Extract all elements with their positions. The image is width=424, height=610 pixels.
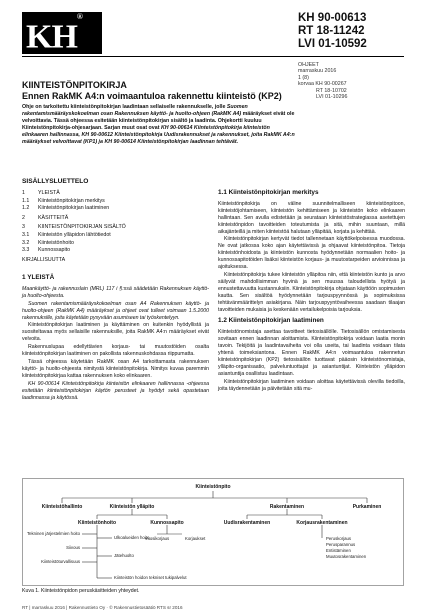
paragraph: Tässä ohjeessa käytetään RakMK osan A4 tarkoittamasta rakennuksen käyttö- ja huolto-ohjeesta nimitystä kiinteistönpitokirja. Nimitys kuvaa paremmin kiinteistönpitokirjaa kattaa rakennuksen koko elinkaaren. <box>22 358 209 379</box>
section-1-2-heading: 1.2 Kiinteistönpitokirjan laatiminen <box>218 317 324 325</box>
paragraph: Kiinteistönpitokirjan kertyvät tiedot tallennetaan käyttökelpoisessa muodossa. Ne ovat jatkossa koko ajan käytettävissä ja ohjaavat kiinteistönpitoa. Tietoja kiinteistönhoidosta ja kiinteistön kunnosta hyödynnetään normaalien hoito- ja kunnossapitotöiden lisäksi kiinteistön korjaus- ja muutostarpeiden arvioinnissa ja ajoituksessa. <box>218 236 405 271</box>
node-item: Peruskorjaus <box>326 536 352 541</box>
intro-text: määräykset eivät ole velvoittavia. Tässä ohjeessa esitetään kiinteistönpitokirjan sisältö ja laadinta. Ohjekortti kuuluu Kiinteistönpitokirja-ohjesarjaan. Sarjan muut osat ovat <box>22 110 295 131</box>
toc-item <box>22 240 192 248</box>
toc-heading: SISÄLLYSLUETTELO <box>22 178 89 185</box>
intro-text: Suomen rakentamismääräyskokoelman osan Rakennuksen käyttö- ja huolto-ohjeen (RakMK A4) <box>22 104 248 117</box>
node-item: Perusparannus <box>326 542 356 547</box>
meta-line: LVI 01-10296 <box>316 94 348 101</box>
node-level2: Uudisrakentaminen <box>223 520 271 526</box>
left-column <box>22 275 209 402</box>
paragraph: Rakennuslupaa edellyttävien korjaus- tai muutostöiden osalta kiinteistönpitokirjan laatiminen on pakollista rakennuskohdassa riippumatta. <box>22 344 209 358</box>
node-level1: Rakentaminen <box>269 504 305 510</box>
paragraph: Maankäyttö- ja rakennuslain (MRL) 117 i §:ssä säädetään Rakennuksen käyttö- ja huolto-ohjeesta. <box>22 285 209 299</box>
node-level2: Kiinteistönhoito <box>77 520 117 526</box>
toc-item <box>22 190 192 198</box>
toc-item <box>22 215 192 223</box>
toc-item-label: Kiinteistönpitokirjan laatiminen <box>38 205 110 212</box>
code-kh: KH 90-00613 <box>298 12 367 24</box>
figure-caption: Kuva 1. Kiinteistönpidon peruskäsitteiden yhteydet. <box>22 588 140 594</box>
toc-item-label: Kiinteistönpitokirjan merkitys <box>38 197 105 204</box>
node-item: Siivous <box>66 545 80 550</box>
node-item: Korjaukset <box>185 536 206 541</box>
toc-item <box>22 247 192 255</box>
node-item: Vuosikorjaus <box>144 536 170 541</box>
toc-item <box>22 257 192 265</box>
toc-item-label: KÄSITTEITÄ <box>38 214 69 221</box>
page-footer: RT | marraskuu 2016 | Rakennustieto Oy · © Rakennustietosäätiö RTS sr 2016 <box>22 605 183 610</box>
toc-item-number: 3.2 <box>22 239 30 246</box>
document-codes <box>298 12 367 51</box>
node-level1: Purkaminen <box>352 504 382 510</box>
node-level2: Korjausrakentaminen <box>296 520 348 526</box>
title-line-2: Ennen RakMK A4:n voimaantuloa rakennettu kiinteistö (KP2) <box>22 90 282 101</box>
right-column <box>218 190 405 393</box>
intro-text: Ohje on tarkoitettu kiinteistönpitokirjan laadintaan sellaiselle rakennukselle, jolle <box>22 104 227 110</box>
node-level1: Kiinteistön ylläpito <box>109 504 155 510</box>
paragraph: Kiinteistönpitokirja tukee kiinteistön ylläpitoa niin, että kiinteistön kunto ja arvo säilyvät mahdollisimman hyvinä ja sen muussa taloudellista hyötyä ja ennustettavuutta kustannuksiin. Kiinteistönpitokirja ohjataan käyttöön sopimusten kautta. Sen sisältöä hyödynnetään tarjouspyynnössä ja sopimuksissa tehtävänmäärittelyn asiakirjana. Näin tarjouspyyntövaiheessa saadaan tilaajan tavoitteiden mukaisia ja keskenään vertailukelpoisia tarjouksia. <box>218 271 405 313</box>
toc-item-number: 1.1 <box>22 197 30 204</box>
toc-item <box>22 224 192 232</box>
document-title <box>22 80 292 101</box>
section-1-1-heading: 1.1 Kiinteistönpitokirjan merkitys <box>218 189 319 196</box>
paragraph: Kiinteistönpitokirjan laatiminen ja käyttäminen on kuitenkin hyödyllistä ja suositeltavaa myös sellaisille rakennuksille, joita RakMK A4:n määräykset eivät velvoita. <box>22 322 209 343</box>
paragraph: KH 90-00614 Kiinteistönpitokirja kiinteistön elinkaaren hallinnassa -ohjeessa esitetään kiinteistönpitokirjan käytön perusteet ja hyödyt sekä opastetaan laadinnassa ja käytössä. <box>22 380 209 401</box>
code-lvi: LVI 01-10592 <box>298 38 367 50</box>
registered-mark: ® <box>76 12 82 21</box>
meta-line: RT 18-10702 <box>316 87 347 94</box>
toc-item-number: 2 <box>22 214 25 221</box>
node-item: Tekninen järjestelmien hoito <box>26 531 80 536</box>
code-rt: RT 18-11242 <box>298 25 365 37</box>
intro-paragraph <box>22 104 297 145</box>
toc-item <box>22 232 192 240</box>
toc-item-label: YLEISTÄ <box>38 190 60 196</box>
node-item: Muutosrakentaminen <box>326 554 367 559</box>
toc-item-number: 3 <box>22 224 25 231</box>
toc-item-number: 1.2 <box>22 205 30 212</box>
node-item: Kiinteistön hoidon tekniset tukipalvelut <box>114 575 187 580</box>
paragraph: Suomen rakentamismääräyskokoelman osan A4 Rakennuksen käyttö- ja huolto-ohjeen (RakMK A4) määräykset ja ohjeet ovat tulleet voimaan 1.5.2000 rakennuksille, joita käytetään pysyvään asumiseen tai työskentelyyn. <box>22 300 209 321</box>
toc-item <box>22 205 192 213</box>
node-item: Jätehuolto <box>114 553 134 558</box>
diagram-connectors <box>62 491 367 578</box>
node-item: Kiinteistöturvallisuus <box>41 559 80 564</box>
meta-line: OHJEET <box>298 62 319 68</box>
header-rule <box>22 56 404 57</box>
title-line-1: KIINTEISTÖNPITOKIRJA <box>22 80 127 90</box>
toc-item-label: KIRJALLISUUTTA <box>22 256 66 263</box>
node-level1: Kiinteistöhallinto <box>41 504 83 510</box>
toc-item-label: Kiinteistönhoito <box>38 239 74 246</box>
meta-line: marraskuu 2016 <box>298 68 337 75</box>
logo-text: KH <box>26 18 77 56</box>
node-item: Entistäminen <box>326 548 351 553</box>
kh-logo <box>22 12 102 54</box>
toc-item-label: KIINTEISTÖNPITOKIRJAN SISÄLTÖ <box>38 224 126 231</box>
toc-item-number: 1 <box>22 190 25 196</box>
node-level2: Kunnossapito <box>150 520 184 526</box>
paragraph: Kiinteistönpitokirjan laatiminen voidaan aloittaa käytettävissä olevilla tiedoilla, joita täydennetään ja päivitetään sitä mu- <box>218 378 405 392</box>
intro-text: KH 90-00614 Kiinteistönpitokirja kiinteistön elinkaaren hallinnassa, KH 90-00612 Kiinteistönpitokirja Uudisrakennukset ja rakennukset, joita RakMK A4:n määräykset velvoittavat (KP1) ja KH 90-00614 Kiinteistönpitokirjan laadinnan tehtävät. <box>22 124 295 145</box>
section-1-heading: 1 YLEISTÄ <box>22 274 55 281</box>
meta-line: 1 (8) <box>298 74 309 81</box>
toc-item-number: 3.3 <box>22 247 30 254</box>
toc-item-label: Kiinteistön ylläpidon lähtötiedot <box>38 231 111 238</box>
paragraph: Kiinteistönomistaja asettaa tavoitteet tietosisällölle. Tietosisällön omistamisesta sovitaan ennen laadinnan aloittamista. Kiinteistönpitokirja voidaan laatia monin tavoin. Tekijöitä ja laadintavaiheita voi olla useita, tai laadinta voidaan tilata yhtenä toimeksiantona. Ennen RakMK A4:n voimaantuloa rakennetun kiinteistönpitokirjan (KP2) tietosisällön tuottavat pääosin kiinteistönomistaja, ylläpito-organisaatio, palveluntuottajat ja asiantuntijat. Kiinteistön ylläpidon asiantuntija osallistuu laadintaan. <box>218 329 405 377</box>
paragraph: Kiinteistönpitokirja on väline suunnitelmalliseen kiinteistönpitoon, kiinteistöjohtamiseen, kiinteistön kehittämiseen ja kiinteistön koko elinkaaren hallintaan. Sen avulla edistetään ja seurataan kiinteistöstrategiassa asetettujen kiinteistönpidon tavoitteiden toteutumista ja sitä, mihin suuntaan, millä aikajänteillä ja miten kiinteistöä halutaan ylläpitää, korjata ja kehittää. <box>218 200 405 235</box>
concept-diagram <box>22 478 404 586</box>
toc-item-number: 3.1 <box>22 231 30 238</box>
meta-line: korvaa KH 90-00267 <box>298 81 347 88</box>
table-of-contents <box>22 190 192 264</box>
node-root: Kiinteistönpito <box>195 484 231 490</box>
document-meta <box>298 62 347 100</box>
toc-item-label: Kunnossapito <box>38 247 71 254</box>
toc-item <box>22 198 192 206</box>
node-item: Ulkoalueiden hoito <box>114 535 150 540</box>
